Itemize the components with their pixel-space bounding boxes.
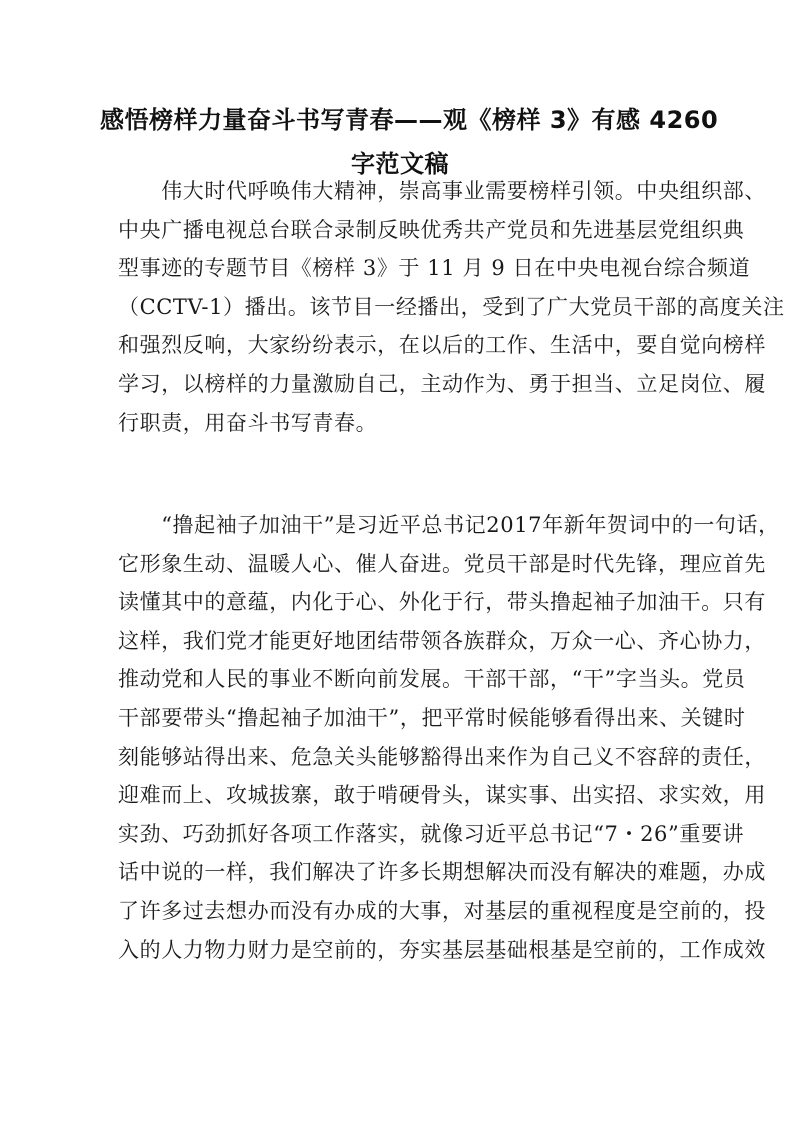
- text-line: 它形象生动、温暖人心、催人奋进。党员干部是时代先锋，理应首先: [118, 551, 766, 576]
- text-line: 推动党和人民的事业不断向前发展。干部干部，“干”字当头。党员: [118, 667, 746, 692]
- text-line: “撸起袖子加油干”是习近平总书记2017年新年贺词中的一句话，: [118, 513, 780, 537]
- text-line: 干部要带头“撸起袖子加油干”，把平常时候能够看得出来、关键时: [118, 705, 746, 730]
- text-line: 这样，我们党才能更好地团结带领各族群众，万众一心、齐心协力，: [118, 628, 766, 653]
- text-line: 实劲、巧劲抓好各项工作落实，就像习近平总书记“7・26”重要讲: [118, 821, 745, 846]
- text-line: 行职责，用奋斗书写青春。: [118, 410, 378, 435]
- text-line: 学习，以榜样的力量激励自己，主动作为、勇于担当、立足岗位、履: [118, 371, 766, 396]
- text-line: 刻能够站得出来、危急关头能够豁得出来作为自己义不容辞的责任，: [118, 744, 766, 769]
- text-line: 和强烈反响，大家纷纷表示，在以后的工作、生活中，要自觉向榜样: [118, 333, 766, 358]
- text-line: 中央广播电视总台联合录制反映优秀共产党员和先进基层党组织典: [118, 217, 745, 242]
- text-line: 迎难而上、攻城拔寨，敢于啃硬骨头，谋实事、出实招、求实效，用: [118, 783, 766, 808]
- title-line: 感悟榜样力量奋斗书写青春——观《榜样 3》有感 4260: [100, 106, 719, 134]
- paragraph-1: [118, 172, 785, 442]
- text-line: 话中说的一样，我们解决了许多长期想解决而没有解决的难题，办成: [118, 860, 766, 885]
- text-line: 型事迹的专题节目《榜样 3》于 11 月 9 日在中央电视台综合频道: [118, 256, 751, 281]
- text-line: 了许多过去想办而没有办成的大事，对基层的重视程度是空前的，投: [118, 898, 766, 923]
- title-line: 字范文稿: [351, 150, 449, 178]
- paragraph-2: [118, 506, 780, 969]
- text-line: 伟大时代呼唤伟大精神，崇高事业需要榜样引领。中央组织部、: [118, 179, 766, 203]
- text-line: 读懂其中的意蕴，内化于心、外化于行，带头撸起袖子加油干。只有: [118, 590, 766, 615]
- text-line: （CCTV-1）播出。该节目一经播出，受到了广大党员干部的高度关注: [118, 294, 785, 319]
- text-line: 入的人力物力财力是空前的，夯实基层基础根基是空前的，工作成效: [118, 937, 766, 962]
